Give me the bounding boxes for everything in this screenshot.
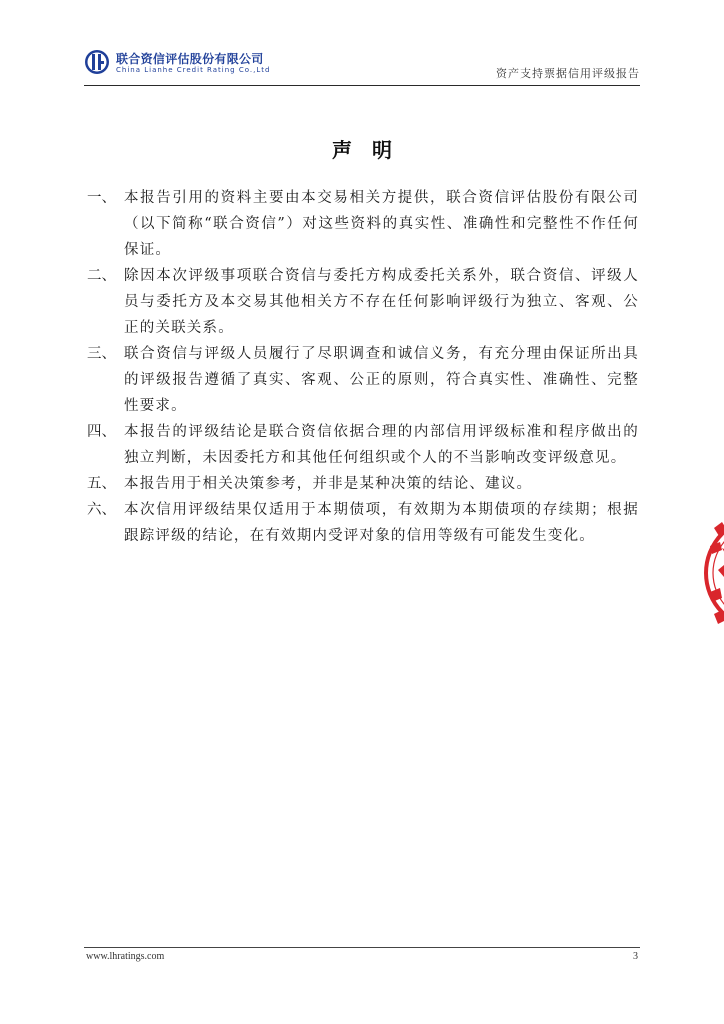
statement-item: [87, 471, 639, 497]
company-name-en: China Lianhe Credit Rating Co.,Ltd: [116, 66, 271, 74]
lianhe-logo-icon: [84, 49, 110, 75]
item-number: 二、: [87, 268, 116, 284]
page-header: [84, 46, 640, 84]
header-divider: [84, 85, 640, 86]
statement-item: [87, 419, 639, 471]
footer-website: www.lhratings.com: [86, 951, 165, 962]
item-text: 本报告用于相关决策参考，并非是某种决策的结论、建议。: [124, 476, 533, 492]
item-text: 联合资信与评级人员履行了尽职调查和诚信义务，有充分理由保证所出具的评级报告遵循了真实、客观、公正的原则，符合真实性、准确性、完整性要求。: [124, 346, 639, 414]
report-type-title: 资产支持票据信用评级报告: [496, 67, 640, 80]
statement-item: [87, 497, 639, 549]
statement-item: [87, 341, 639, 419]
statement-item: [87, 185, 639, 263]
item-number: 五、: [87, 476, 116, 492]
page-number: 3: [633, 951, 638, 962]
company-seal-stamp-icon: [700, 488, 724, 658]
item-text: 本报告的评级结论是联合资信依据合理的内部信用评级标准和程序做出的独立判断，未因委托方和其他任何组织或个人的不当影响改变评级意见。: [124, 424, 639, 466]
statement-item: [87, 263, 639, 341]
item-number: 六、: [87, 502, 116, 518]
item-number: 四、: [87, 424, 116, 440]
page-title: 声明: [332, 138, 412, 162]
item-text: 本报告引用的资料主要由本交易相关方提供，联合资信评估股份有限公司（以下简称“联合资信”）对这些资料的真实性、准确性和完整性不作任何保证。: [124, 190, 639, 258]
item-text: 本次信用评级结果仅适用于本期债项，有效期为本期债项的存续期；根据跟踪评级的结论，在有效期内受评对象的信用等级有可能发生变化。: [124, 502, 639, 544]
item-number: 一、: [87, 190, 116, 206]
statement-list: [87, 185, 639, 549]
item-number: 三、: [87, 346, 116, 362]
item-text: 除因本次评级事项联合资信与委托方构成委托关系外，联合资信、评级人员与委托方及本交易其他相关方不存在任何影响评级行为独立、客观、公正的关联关系。: [124, 268, 639, 336]
footer-divider: [84, 947, 640, 948]
company-name-cn: 联合资信评估股份有限公司: [116, 52, 264, 66]
